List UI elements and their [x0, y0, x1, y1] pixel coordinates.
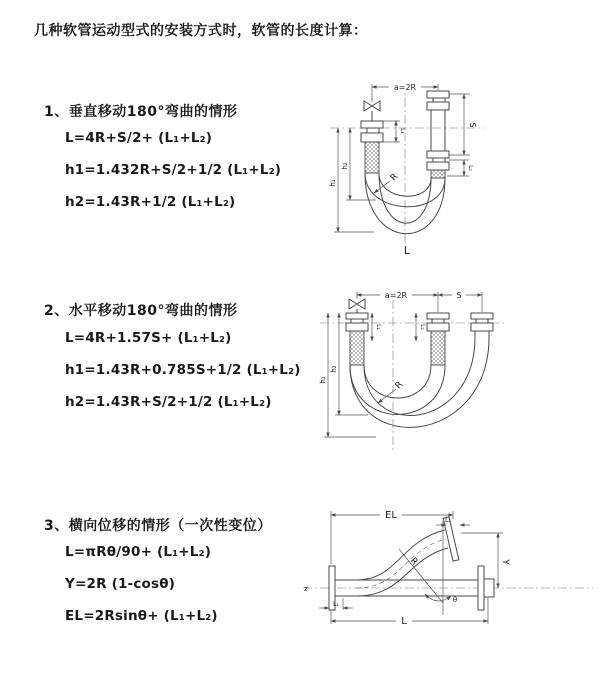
- dim-l2: [416, 313, 426, 341]
- valve-icon: [364, 101, 380, 121]
- valve-icon: [349, 299, 365, 313]
- dim-s: [449, 94, 477, 155]
- section-2-formula-h1: h1=1.43R+0.785S+1/2 (L₁+L₂): [65, 362, 301, 378]
- dim-l1-label: L₁: [399, 128, 406, 134]
- section-1-formula-L: L=4R+S/2+ (L₁+L₂): [65, 130, 213, 146]
- section-2-heading: 2、水平移动180°弯曲的情形: [44, 303, 238, 319]
- dim-el: [331, 509, 453, 564]
- dim-h2-label: h₂: [341, 162, 349, 170]
- radius-label: R: [393, 379, 406, 392]
- hose-u-bends: [350, 337, 489, 427]
- dim-l1-label: L₁: [333, 601, 339, 608]
- section-1-heading: 1、垂直移动180°弯曲的情形: [44, 104, 238, 120]
- dim-l1: [319, 598, 353, 610]
- section-3-formula-Y: Y=2R (1-cosθ): [65, 576, 176, 592]
- left-flange: [346, 313, 368, 331]
- dim-l2-label: L₂: [445, 517, 451, 524]
- dim-l1-label: L₁: [375, 324, 382, 330]
- dim-s-label: S: [468, 122, 477, 128]
- dim-l1: [372, 313, 382, 341]
- dim-h1-label: h₁: [319, 376, 327, 384]
- dim-h2-label: h₂: [330, 365, 338, 373]
- dim-l1: [383, 121, 406, 142]
- centerline-mark: z: [304, 585, 308, 593]
- radius-callout: [399, 549, 443, 603]
- horizontal-movement-diagram: [308, 285, 593, 460]
- radius-label: R: [407, 556, 420, 568]
- dim-s-label: S: [456, 291, 462, 300]
- right-braided-hose-section: [431, 170, 445, 178]
- middle-flange-original-position: [427, 313, 449, 331]
- displaced-hose: [356, 530, 448, 596]
- dim-s: [438, 289, 482, 300]
- length-label: L: [403, 244, 411, 257]
- section-3-formula-EL: EL=2Rsinθ+ (L₁+L₂): [65, 608, 218, 624]
- section-3-heading: 3、横向位移的情形（一次性变位）: [44, 518, 272, 534]
- radius-callout: [378, 380, 405, 403]
- left-braided-hose-section: [350, 331, 364, 365]
- right-flange-plate: [478, 566, 484, 610]
- section-2-formula-h2: h2=1.43R+S/2+1/2 (L₁+L₂): [65, 394, 272, 410]
- angle-label: θ: [452, 596, 458, 604]
- right-flange-upper-position: [427, 91, 449, 110]
- left-braided-hose-section: [365, 142, 379, 173]
- lateral-displacement-diagram: [298, 503, 598, 648]
- dim-a2r-label: a=2R: [393, 83, 417, 92]
- dim-l2: [447, 160, 474, 176]
- right-flange-hub: [484, 579, 494, 597]
- vertical-movement-diagram: [312, 73, 592, 258]
- dim-l: [331, 598, 488, 627]
- section-1-formula-h1: h1=1.432R+S/2+1/2 (L₁+L₂): [65, 162, 282, 178]
- dim-h1-label: h₁: [329, 179, 337, 187]
- dim-l2-label: L₂: [467, 165, 474, 171]
- dim-l2-label: L₂: [419, 324, 426, 330]
- section-1-formula-h2: h2=1.43R+1/2 (L₁+L₂): [65, 194, 236, 210]
- dim-a2r-label: a=2R: [384, 291, 408, 300]
- section-2-formula-L: L=4R+1.57S+ (L₁+L₂): [65, 330, 232, 346]
- left-flange: [361, 121, 383, 142]
- middle-braided-hose-section: [431, 331, 445, 365]
- page-title: 几种软管运动型式的安装方式时，软管的长度计算：: [34, 23, 368, 39]
- radius-label: R: [388, 171, 401, 184]
- dim-y-label: Y: [500, 559, 510, 565]
- section-3-formula-L: L=πRθ/90+ (L₁+L₂): [65, 544, 212, 560]
- dim-h1: [319, 313, 376, 437]
- right-flange-lower-position: [427, 151, 449, 170]
- dim-el-label: EL: [385, 510, 397, 521]
- right-flange-moved-position: [471, 313, 493, 331]
- dim-l-label: L: [401, 616, 407, 627]
